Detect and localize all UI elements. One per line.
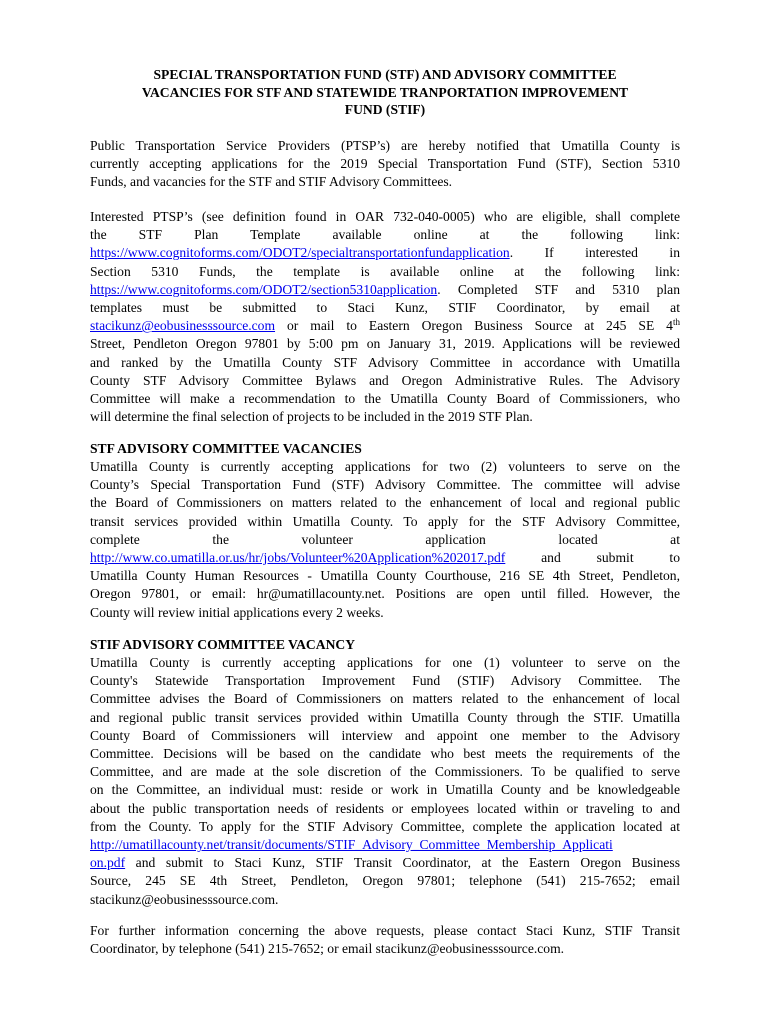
text-line: Public Transportation Service Providers (PTSP’s) are hereby notified that Umatilla County is xyxy=(90,138,680,153)
text-line xyxy=(90,836,680,854)
text-line: Umatilla County Human Resources - Umatilla County Courthouse, 216 SE 4th Street, Pendleton, xyxy=(90,568,680,584)
coordinator-email-link[interactable]: stacikunz@eobusinesssource.com xyxy=(90,318,276,334)
text-line: County Board of Commissioners will interview and appoint one member to the Advisory xyxy=(90,727,680,743)
stf-section-heading: STF ADVISORY COMMITTEE VACANCIES xyxy=(90,441,362,456)
stif-section-paragraph xyxy=(90,654,680,909)
text-fragment: . If interested in xyxy=(509,245,680,261)
text-line: County will review initial applications every 2 weeks. xyxy=(90,604,384,620)
text-line xyxy=(90,549,680,567)
text-fragment: or mail to Eastern Oregon Business Source at 245 SE 4 xyxy=(275,318,673,334)
ordinal-suffix: th xyxy=(672,317,680,328)
stif-membership-application-link-continued[interactable]: on.pdf xyxy=(90,855,126,871)
text-line: Section 5310 Funds, the template is available online at the following link: xyxy=(90,263,680,279)
text-line: templates must be submitted to Staci Kunz, STIF Coordinator, by email at xyxy=(90,300,680,316)
text-fragment: . Completed STF and 5310 plan xyxy=(437,281,680,297)
text-line: County STF Advisory Committee Bylaws and Oregon Administrative Rules. The Advisory xyxy=(90,372,680,388)
text-line xyxy=(90,244,680,262)
text-line xyxy=(90,317,680,335)
text-line: transit services provided within Umatilla County. To apply for the STF Advisory Committee, xyxy=(90,513,680,529)
eligibility-paragraph xyxy=(90,208,680,426)
section5310-application-link[interactable]: https://www.cognitoforms.com/ODOT2/section5310application xyxy=(90,281,438,297)
text-line: the STF Plan Template available online at the following link: xyxy=(90,227,680,243)
stif-section-heading: STIF ADVISORY COMMITTEE VACANCY xyxy=(90,637,356,652)
stf-section-paragraph xyxy=(90,458,680,622)
text-line: will determine the final selection of projects to be included in the 2019 STF Plan. xyxy=(90,409,533,425)
text-line: Interested PTSP’s (see definition found in OAR 732-040-0005) who are eligible, shall complete xyxy=(90,209,680,224)
text-line: Committee. Decisions will be based on the candidate who best meets the requirements of the xyxy=(90,746,680,762)
text-fragment: and submit to xyxy=(505,550,680,566)
text-line: on the Committee, an individual must: reside or work in Umatilla County and be knowledgeable xyxy=(90,782,680,798)
title-line: SPECIAL TRANSPORTATION FUND (STF) AND ADVISORY COMMITTEE xyxy=(153,67,617,82)
text-line: For further information concerning the above requests, please contact Staci Kunz, STIF Transit xyxy=(90,923,680,938)
document-title xyxy=(90,66,680,119)
stif-membership-application-link[interactable]: http://umatillacounty.net/transit/documents/STIF_Advisory_Committee_Membership_Applicati xyxy=(90,837,613,853)
text-line: Funds, and vacancies for the STF and STIF Advisory Committees. xyxy=(90,174,453,190)
stf-application-link[interactable]: https://www.cognitoforms.com/ODOT2/specialtransportationfundapplication xyxy=(90,245,510,261)
text-line: Coordinator, by telephone (541) 215-7652; or email stacikunz@eobusinesssource.com. xyxy=(90,941,565,957)
text-line: Street, Pendleton Oregon 97801 by 5:00 pm on January 31, 2019. Applications will be reviewed xyxy=(90,336,680,352)
text-line: about the public transportation needs of residents or employees located within or traveling to and xyxy=(90,800,680,816)
text-line: Committee will make a recommendation to the Umatilla County Board of Commissioners, who xyxy=(90,391,680,407)
text-line: Oregon 97801, or email: hr@umatillacounty.net. Positions are open until filled. However, the xyxy=(90,586,680,602)
text-line: currently accepting applications for the 2019 Special Transportation Fund (STF), Section 5310 xyxy=(90,156,680,172)
text-line: and ranked by the Umatilla County STF Advisory Committee in accordance with Umatilla xyxy=(90,354,680,370)
text-line: County's Statewide Transportation Improvement Fund (STIF) Advisory Committee. The xyxy=(90,673,680,689)
text-line: Umatilla County is currently accepting applications for two (2) volunteers to serve on the xyxy=(90,459,680,474)
text-line: and regional public transit services provided within Umatilla County through the STIF. Umatilla xyxy=(90,709,680,725)
text-line: from the County. To apply for the STIF Advisory Committee, complete the application located at xyxy=(90,818,680,834)
text-fragment: and submit to Staci Kunz, STIF Transit Coordinator, at the Eastern Oregon Business xyxy=(125,855,680,871)
text-line xyxy=(90,854,680,872)
intro-paragraph xyxy=(90,137,680,192)
text-line xyxy=(90,281,680,299)
text-line: the Board of Commissioners on matters related to the enhancement of local and regional public xyxy=(90,495,680,511)
volunteer-application-link[interactable]: http://www.co.umatilla.or.us/hr/jobs/Volunteer%20Application%202017.pdf xyxy=(90,550,506,566)
text-line: complete the volunteer application located at xyxy=(90,531,680,547)
title-line: VACANCIES FOR STF AND STATEWIDE TRANPORTATION IMPROVEMENT xyxy=(141,84,629,100)
text-line: Umatilla County is currently accepting applications for one (1) volunteer to serve on the xyxy=(90,655,680,670)
text-line: Source, 245 SE 4th Street, Pendleton, Oregon 97801; telephone (541) 215-7652; email xyxy=(90,873,680,889)
text-line: stacikunz@eobusinesssource.com. xyxy=(90,891,279,907)
text-line: Committee advises the Board of Commissioners on matters related to the enhancement of local xyxy=(90,691,680,707)
closing-paragraph xyxy=(90,922,680,958)
text-line: County’s Special Transportation Fund (STF) Advisory Committee. The committee will advise xyxy=(90,477,680,493)
title-line: FUND (STIF) xyxy=(344,102,426,117)
text-line: Committee, and are made at the sole discretion of the Commissioners. To be qualified to serve xyxy=(90,764,680,780)
